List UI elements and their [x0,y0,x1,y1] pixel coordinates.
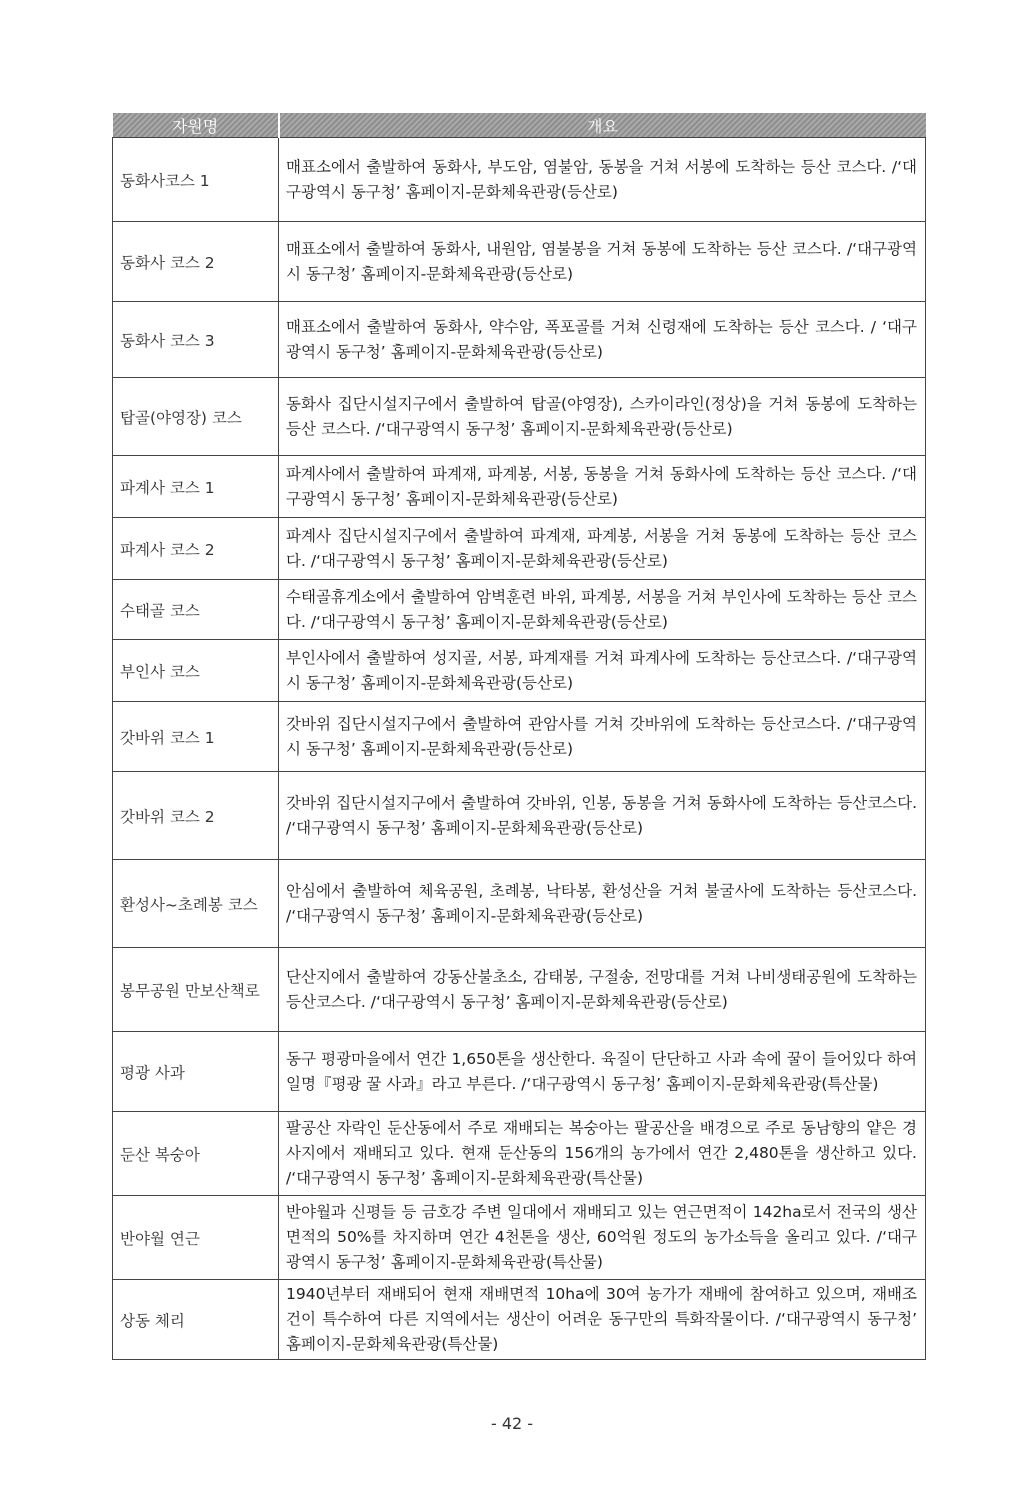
row-desc: 안심에서 출발하여 체육공원, 초례봉, 낙타봉, 환성산을 거쳐 불굴사에 도착하는 등산코스다. /‘대구광역시 동구청’ 홈페이지-문화체육관광(등산로) [279,860,926,948]
row-name: 둔산 복숭아 [113,1112,279,1196]
row-desc: 부인사에서 출발하여 성지골, 서봉, 파계재를 거쳐 파계사에 도착하는 등산코스다. /‘대구광역시 동구청’ 홈페이지-문화체육관광(등산로) [279,640,926,702]
row-desc: 반야월과 신평들 등 금호강 주변 일대에서 재배되고 있는 연근면적이 142ha로서 전국의 생산면적의 50%를 차지하며 연간 4천톤을 생산, 60억원 정도의 농가소득을 올리고 있다. /‘대구광역시 동구청’ 홈페이지-문화체육관광(특산물) [279,1196,926,1280]
row-desc: 갓바위 집단시설지구에서 출발하여 갓바위, 인봉, 동봉을 거쳐 동화사에 도착하는 등산코스다. /‘대구광역시 동구청’ 홈페이지-문화체육관광(등산로) [279,772,926,860]
row-name: 갓바위 코스 1 [113,702,279,772]
table-row [113,456,926,518]
row-name: 갓바위 코스 2 [113,772,279,860]
table-row [113,1196,926,1280]
table-row [113,378,926,456]
row-desc: 매표소에서 출발하여 동화사, 내원암, 염불봉을 거쳐 동봉에 도착하는 등산 코스다. /‘대구광역시 동구청’ 홈페이지-문화체육관광(등산로) [279,222,926,302]
table-row [113,860,926,948]
table-row [113,1280,926,1360]
row-name: 파계사 코스 2 [113,518,279,580]
table-row [113,640,926,702]
row-name: 봉무공원 만보산책로 [113,948,279,1032]
page-number: - 42 - [490,1414,534,1433]
row-desc: 매표소에서 출발하여 동화사, 부도암, 염불암, 동봉을 거쳐 서봉에 도착하는 등산 코스다. /‘대구광역시 동구청’ 홈페이지-문화체육관광(등산로) [279,138,926,222]
row-name: 동화사코스 1 [113,138,279,222]
table-row [113,948,926,1032]
row-name: 상동 체리 [113,1280,279,1360]
resource-table-container [112,113,925,1360]
row-desc: 1940년부터 재배되어 현재 재배면적 10ha에 30여 농가가 재배에 참여하고 있으며, 재배조건이 특수하여 다른 지역에서는 생산이 어려운 동구만의 특화작물이다. /‘대구광역시 동구청’ 홈페이지-문화체육관광(특산물) [279,1280,926,1360]
row-desc: 동구 평광마을에서 연간 1,650톤을 생산한다. 육질이 단단하고 사과 속에 꿀이 들어있다 하여 일명『평광 꿀 사과』라고 부른다. /‘대구광역시 동구청’ 홈페이지-문화체육관광(특산물) [279,1032,926,1112]
row-name: 반야월 연근 [113,1196,279,1280]
row-name: 평광 사과 [113,1032,279,1112]
header-summary: 개요 [279,113,926,138]
table-row [113,1032,926,1112]
table-row [113,302,926,378]
row-desc: 파계사 집단시설지구에서 출발하여 파계재, 파계봉, 서봉을 거쳐 동봉에 도착하는 등산 코스다. /‘대구광역시 동구청’ 홈페이지-문화체육관광(등산로) [279,518,926,580]
table-row [113,518,926,580]
header-resource-name: 자원명 [113,113,279,138]
table-row [113,1112,926,1196]
table-row [113,222,926,302]
row-desc: 갓바위 집단시설지구에서 출발하여 관암사를 거쳐 갓바위에 도착하는 등산코스다. /‘대구광역시 동구청’ 홈페이지-문화체육관광(등산로) [279,702,926,772]
row-name: 파계사 코스 1 [113,456,279,518]
row-name: 환성사~초례봉 코스 [113,860,279,948]
resource-table [112,113,926,1360]
table-header-row [113,113,926,138]
row-name: 수태골 코스 [113,580,279,640]
row-desc: 동화사 집단시설지구에서 출발하여 탑골(야영장), 스카이라인(정상)을 거쳐 동봉에 도착하는 등산 코스다. /‘대구광역시 동구청’ 홈페이지-문화체육관광(등산로) [279,378,926,456]
row-desc: 파계사에서 출발하여 파계재, 파계봉, 서봉, 동봉을 거쳐 동화사에 도착하는 등산 코스다. /‘대구광역시 동구청’ 홈페이지-문화체육관광(등산로) [279,456,926,518]
row-desc: 팔공산 자락인 둔산동에서 주로 재배되는 복숭아는 팔공산을 배경으로 주로 동남향의 얕은 경사지에서 재배되고 있다. 현재 둔산동의 156개의 농가에서 연간 2,480톤을 생산하고 있다. /‘대구광역시 동구청’ 홈페이지-문화체육관광(특산물) [279,1112,926,1196]
table-row [113,138,926,222]
row-name: 부인사 코스 [113,640,279,702]
table-row [113,702,926,772]
row-desc: 수태골휴게소에서 출발하여 암벽훈련 바위, 파계봉, 서봉을 거쳐 부인사에 도착하는 등산 코스다. /‘대구광역시 동구청’ 홈페이지-문화체육관광(등산로) [279,580,926,640]
row-name: 동화사 코스 3 [113,302,279,378]
row-name: 동화사 코스 2 [113,222,279,302]
table-row [113,580,926,640]
row-desc: 단산지에서 출발하여 강동산불초소, 감태봉, 구절송, 전망대를 거쳐 나비생태공원에 도착하는 등산코스다. /‘대구광역시 동구청’ 홈페이지-문화체육관광(등산로) [279,948,926,1032]
row-name: 탑골(야영장) 코스 [113,378,279,456]
table-row [113,772,926,860]
row-desc: 매표소에서 출발하여 동화사, 약수암, 폭포골를 거쳐 신령재에 도착하는 등산 코스다. / ‘대구광역시 동구청’ 홈페이지-문화체육관광(등산로) [279,302,926,378]
